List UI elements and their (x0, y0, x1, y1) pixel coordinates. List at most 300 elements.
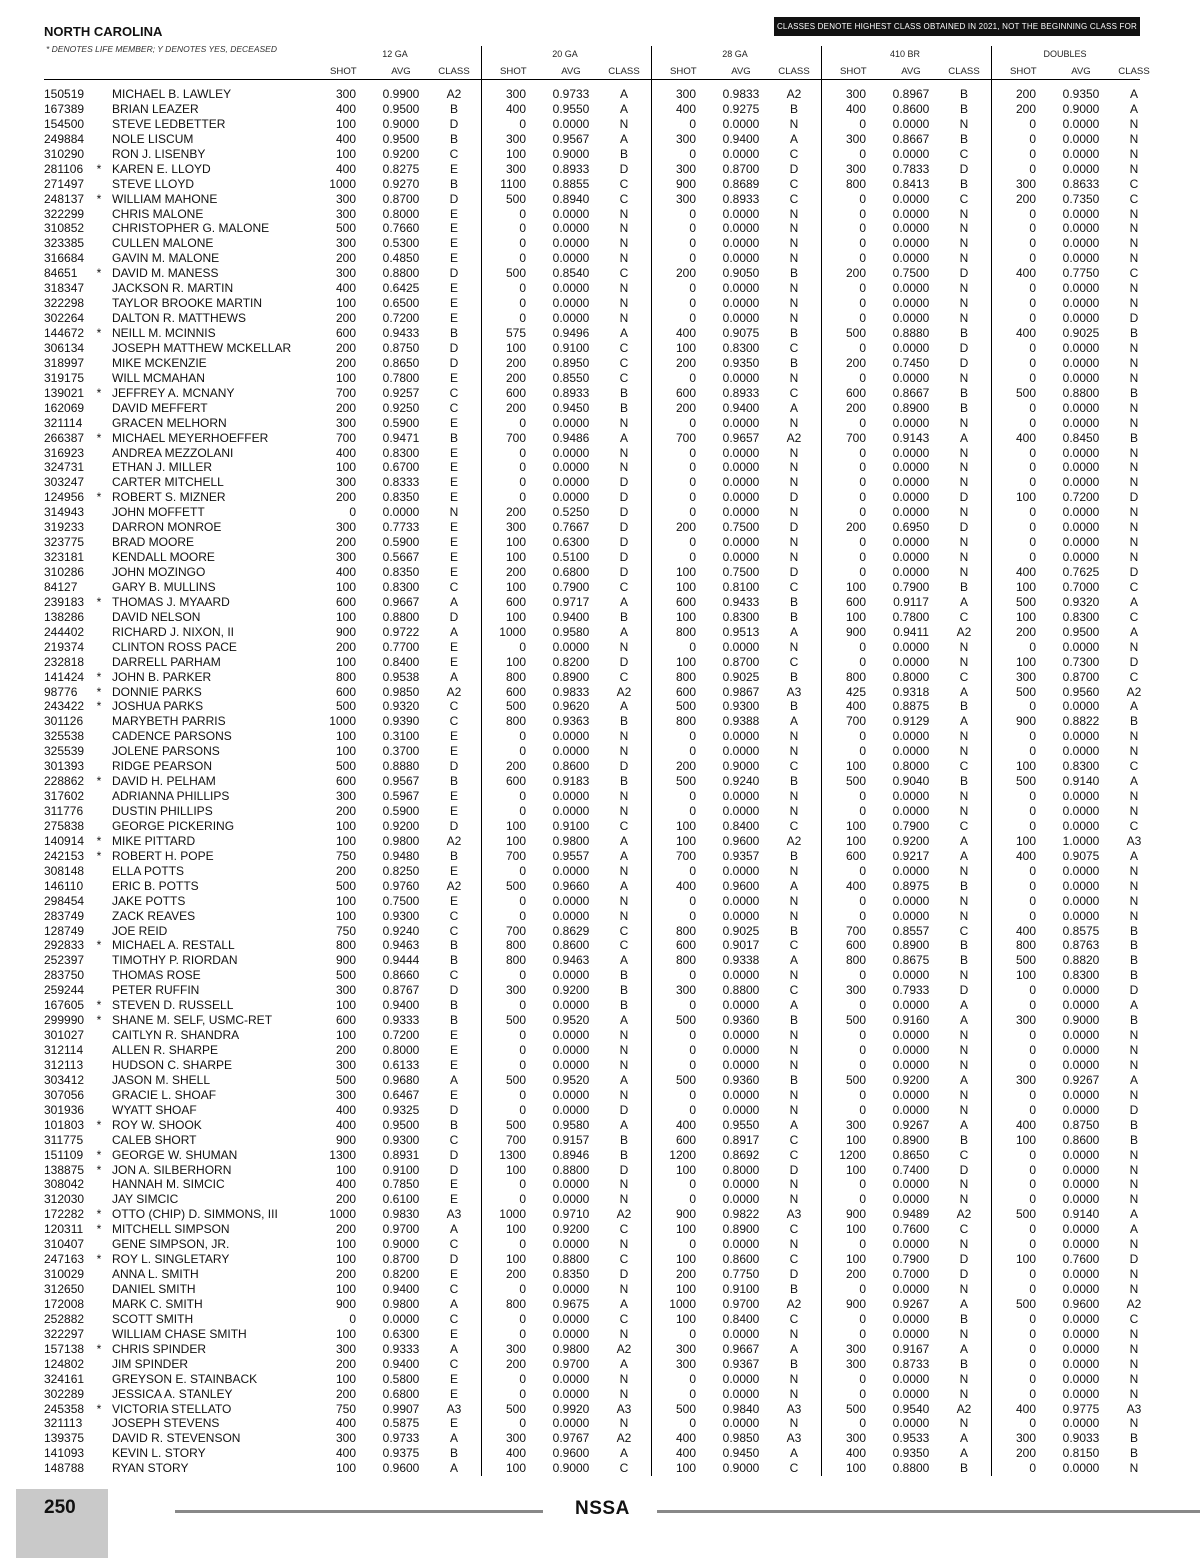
28ga-avg: 0.0000 (722, 460, 760, 475)
28ga-shot: 0 (689, 968, 696, 983)
doubles-shot: 0 (1029, 818, 1036, 833)
doubles-class: N (1129, 1192, 1139, 1207)
20ga-shot: 1300 (499, 1147, 526, 1162)
28ga-avg: 0.8900 (722, 1222, 760, 1237)
28ga-avg: 0.8400 (722, 818, 760, 833)
410br-avg: 0.0000 (892, 744, 930, 759)
table-row (0, 685, 1200, 700)
28ga-class: B (789, 699, 798, 714)
12ga-shot: 400 (335, 161, 356, 176)
12ga-shot: 400 (335, 1102, 356, 1117)
member-id: 321114 (44, 415, 83, 430)
table-row (0, 281, 1200, 296)
28ga-avg: 0.0000 (722, 804, 760, 818)
member-name: JESSICA A. STANLEY (112, 1386, 233, 1401)
410br-avg: 0.9217 (892, 848, 930, 863)
page-number: 250 (44, 1497, 76, 1518)
doubles-avg: 0.8575 (1062, 923, 1100, 938)
20ga-class: B (619, 774, 628, 789)
28ga-class: B (789, 848, 798, 863)
table-row (0, 655, 1200, 670)
28ga-avg: 0.0000 (722, 1192, 760, 1207)
member-name: KAREN E. LLOYD (112, 161, 211, 176)
12ga-shot: 400 (335, 131, 356, 146)
legend-note: * DENOTES LIFE MEMBER; Y DENOTES YES, DECEASED (46, 44, 277, 54)
20ga-shot: 0 (519, 1028, 526, 1043)
28ga-shot: 0 (689, 370, 696, 385)
12ga-shot: 100 (335, 1028, 356, 1043)
life-member-mark: * (96, 385, 102, 400)
28ga-class: N (789, 206, 799, 221)
life-member-mark: * (96, 1252, 102, 1267)
410br-class: N (959, 1057, 969, 1072)
28ga-avg: 0.0000 (722, 1386, 760, 1401)
28ga-class: N (789, 789, 799, 804)
member-id: 124802 (44, 1356, 85, 1371)
doubles-avg: 0.0000 (1062, 1087, 1100, 1102)
member-name: RON J. LISENBY (112, 146, 206, 161)
12ga-class: A2 (446, 87, 462, 101)
12ga-class: B (449, 998, 458, 1013)
20ga-class: C (619, 938, 629, 953)
doubles-class: A3 (1126, 833, 1142, 848)
410br-shot: 0 (859, 654, 866, 669)
20ga-class: B (619, 1147, 628, 1162)
410br-shot: 0 (859, 445, 866, 460)
table-row (0, 117, 1200, 132)
410br-shot: 0 (859, 535, 866, 550)
12ga-shot: 200 (335, 804, 356, 818)
410br-shot: 200 (845, 400, 866, 415)
20ga-avg: 0.8933 (552, 385, 590, 400)
410br-shot: 0 (859, 505, 866, 520)
20ga-shot: 0 (519, 281, 526, 296)
12ga-class: E (449, 490, 458, 505)
member-name: CLINTON ROSS PACE (112, 639, 237, 654)
12ga-class: N (449, 505, 459, 520)
410br-class: D (959, 983, 969, 998)
12ga-avg: 0.9320 (382, 699, 420, 714)
410br-avg: 0.0000 (892, 639, 930, 654)
doubles-shot: 500 (1015, 684, 1036, 699)
410br-avg: 0.0000 (892, 251, 930, 266)
28ga-shot: 800 (675, 953, 696, 968)
member-id: 311776 (44, 804, 84, 818)
class-banner: CLASSES DENOTE HIGHEST CLASS OBTAINED IN 2021, NOT THE BEGINNING CLASS FOR 2022. (774, 17, 1140, 36)
member-id: 324161 (44, 1371, 85, 1386)
28ga-class: N (789, 236, 799, 251)
12ga-class: D (449, 1252, 459, 1267)
20ga-shot: 100 (505, 818, 526, 833)
doubles-avg: 0.0000 (1062, 1416, 1100, 1431)
410br-shot: 0 (859, 1087, 866, 1102)
doubles-shot: 0 (1029, 116, 1036, 131)
28ga-class: A2 (786, 430, 802, 445)
20ga-class: A (619, 624, 628, 639)
20ga-avg: 0.5250 (552, 505, 590, 520)
table-row (0, 371, 1200, 386)
410br-avg: 0.9160 (892, 1013, 930, 1028)
12ga-shot: 400 (335, 281, 356, 296)
subheader-avg: AVG (731, 66, 751, 77)
doubles-class: C (1129, 759, 1139, 774)
20ga-shot: 0 (519, 744, 526, 759)
doubles-avg: 0.7350 (1062, 191, 1100, 206)
28ga-shot: 800 (675, 624, 696, 639)
28ga-class: C (789, 176, 799, 191)
table-row (0, 475, 1200, 490)
12ga-avg: 0.9733 (382, 1431, 420, 1446)
member-name: THOMAS J. MYAARD (112, 594, 230, 609)
20ga-shot: 800 (505, 669, 526, 684)
group-header-12ga: 12 GA (382, 49, 408, 59)
doubles-shot: 0 (1029, 206, 1036, 221)
20ga-class: N (619, 116, 629, 131)
20ga-class: N (619, 1087, 629, 1102)
20ga-class: N (619, 221, 629, 236)
12ga-class: C (449, 146, 459, 161)
member-name: GEORGE PICKERING (112, 818, 235, 833)
member-name: CHRIS SPINDER (112, 1341, 207, 1356)
member-id: 306134 (44, 340, 85, 355)
life-member-mark: * (96, 1222, 102, 1237)
table-row (0, 1327, 1200, 1342)
12ga-shot: 100 (335, 296, 356, 311)
28ga-shot: 700 (675, 430, 696, 445)
doubles-shot: 0 (1029, 1222, 1036, 1237)
28ga-avg: 0.0000 (722, 415, 760, 430)
28ga-shot: 500 (675, 1072, 696, 1087)
20ga-class: N (619, 1282, 629, 1296)
28ga-avg: 0.0000 (722, 1057, 760, 1072)
28ga-avg: 0.0000 (722, 116, 760, 131)
table-row (0, 535, 1200, 550)
member-name: TAYLOR BROOKE MARTIN (112, 296, 263, 311)
doubles-shot: 200 (1015, 624, 1036, 639)
410br-class: B (959, 326, 968, 340)
12ga-class: E (449, 1371, 458, 1386)
table-row (0, 729, 1200, 744)
member-name: ZACK REAVES (112, 908, 196, 923)
12ga-shot: 400 (335, 1416, 356, 1431)
410br-shot: 0 (859, 893, 866, 908)
member-id: 302289 (44, 1386, 85, 1401)
member-name: NEILL M. MCINNIS (112, 326, 216, 340)
12ga-avg: 0.9100 (382, 1162, 420, 1177)
410br-shot: 200 (845, 355, 866, 370)
12ga-class: E (449, 1087, 458, 1102)
28ga-class: N (789, 968, 799, 983)
410br-class: A2 (956, 1401, 972, 1416)
12ga-shot: 600 (335, 1013, 356, 1028)
28ga-shot: 0 (689, 475, 696, 490)
20ga-shot: 800 (505, 953, 526, 968)
12ga-avg: 0.8000 (382, 206, 420, 221)
20ga-avg: 0.9733 (552, 87, 590, 101)
table-row (0, 460, 1200, 475)
doubles-class: N (1129, 131, 1139, 146)
doubles-shot: 0 (1029, 1267, 1036, 1282)
12ga-class: C (449, 1311, 459, 1326)
410br-avg: 0.9350 (892, 1446, 930, 1461)
20ga-class: B (619, 998, 628, 1013)
table-row (0, 1416, 1200, 1431)
member-name: BRIAN LEAZER (112, 101, 199, 116)
410br-shot: 600 (845, 938, 866, 953)
20ga-avg: 0.9496 (552, 326, 590, 340)
28ga-class: N (789, 296, 799, 311)
table-row (0, 924, 1200, 939)
28ga-class: A2 (786, 833, 802, 848)
410br-shot: 300 (845, 1341, 866, 1356)
410br-avg: 0.0000 (892, 729, 930, 744)
doubles-avg: 0.0000 (1062, 744, 1100, 759)
20ga-avg: 0.9567 (552, 131, 590, 146)
28ga-class: N (789, 804, 799, 818)
member-name: CHRIS MALONE (112, 206, 204, 221)
12ga-class: E (449, 311, 458, 326)
12ga-class: B (449, 1446, 458, 1461)
doubles-avg: 0.0000 (1062, 1371, 1100, 1386)
member-id: 301936 (44, 1102, 85, 1117)
20ga-avg: 0.9183 (552, 774, 590, 789)
12ga-class: D (449, 1102, 459, 1117)
12ga-shot: 200 (335, 1267, 356, 1282)
12ga-class: E (449, 296, 458, 311)
410br-class: N (959, 1028, 969, 1043)
member-name: JON A. SILBERHORN (112, 1162, 232, 1177)
20ga-shot: 0 (519, 1237, 526, 1252)
28ga-avg: 0.9667 (722, 1341, 760, 1356)
20ga-shot: 575 (505, 326, 526, 340)
28ga-class: N (789, 281, 799, 296)
28ga-avg: 0.0000 (722, 550, 760, 565)
doubles-avg: 0.0000 (1062, 1356, 1100, 1371)
doubles-class: D (1129, 565, 1139, 579)
20ga-shot: 100 (505, 1222, 526, 1237)
12ga-shot: 500 (335, 699, 356, 714)
doubles-class: N (1129, 908, 1139, 923)
12ga-class: C (449, 385, 459, 400)
member-name: CAITLYN R. SHANDRA (112, 1028, 240, 1043)
doubles-shot: 0 (1029, 1028, 1036, 1043)
12ga-shot: 100 (335, 744, 356, 759)
410br-shot: 100 (845, 1252, 866, 1267)
doubles-shot: 0 (1029, 1043, 1036, 1057)
12ga-class: A (449, 1431, 458, 1446)
410br-avg: 0.8875 (892, 699, 930, 714)
12ga-avg: 0.9390 (382, 714, 420, 729)
doubles-avg: 0.0000 (1062, 281, 1100, 296)
12ga-shot: 1300 (329, 1147, 356, 1162)
subheader-shot: SHOT (500, 66, 527, 77)
doubles-avg: 0.9500 (1062, 624, 1100, 639)
410br-class: N (959, 1237, 969, 1252)
doubles-class: B (1129, 1132, 1138, 1147)
doubles-avg: 0.0000 (1062, 639, 1100, 654)
28ga-avg: 0.7750 (722, 1267, 760, 1282)
20ga-avg: 0.0000 (552, 1192, 590, 1207)
28ga-class: B (789, 669, 798, 684)
12ga-shot: 300 (335, 1087, 356, 1102)
12ga-shot: 100 (335, 460, 356, 475)
12ga-avg: 0.9722 (382, 624, 420, 639)
12ga-shot: 750 (335, 923, 356, 938)
28ga-class: C (789, 385, 799, 400)
table-row (0, 221, 1200, 236)
doubles-shot: 0 (1029, 699, 1036, 714)
table-row (0, 1237, 1200, 1252)
member-id: 292833 (44, 938, 85, 953)
28ga-class: B (789, 1356, 798, 1371)
doubles-avg: 0.8150 (1062, 1446, 1100, 1461)
doubles-class: N (1129, 460, 1139, 475)
28ga-class: D (789, 490, 799, 505)
12ga-class: A (449, 624, 458, 639)
doubles-avg: 0.0000 (1062, 1102, 1100, 1117)
20ga-avg: 0.0000 (552, 1386, 590, 1401)
20ga-shot: 0 (519, 893, 526, 908)
28ga-class: B (789, 1013, 798, 1028)
12ga-shot: 900 (335, 1132, 356, 1147)
410br-shot: 0 (859, 415, 866, 430)
410br-avg: 0.7933 (892, 983, 930, 998)
member-id: 124956 (44, 490, 85, 505)
doubles-class: N (1129, 206, 1139, 221)
20ga-shot: 0 (519, 460, 526, 475)
20ga-shot: 0 (519, 998, 526, 1013)
20ga-avg: 0.0000 (552, 206, 590, 221)
12ga-class: E (449, 789, 458, 804)
28ga-shot: 100 (675, 609, 696, 624)
20ga-class: N (619, 281, 629, 296)
member-name: BRAD MOORE (112, 535, 195, 550)
doubles-class: C (1129, 191, 1139, 206)
28ga-avg: 0.9400 (722, 400, 760, 415)
doubles-avg: 0.0000 (1062, 1147, 1100, 1162)
28ga-class: A (789, 1446, 798, 1461)
life-member-mark: * (96, 1207, 102, 1222)
410br-class: N (959, 804, 969, 818)
410br-shot: 200 (845, 1267, 866, 1282)
table-row (0, 879, 1200, 894)
410br-class: A (959, 1341, 968, 1356)
doubles-avg: 0.0000 (1062, 415, 1100, 430)
28ga-avg: 0.9822 (722, 1207, 760, 1222)
12ga-avg: 0.9325 (382, 1102, 420, 1117)
28ga-class: N (789, 370, 799, 385)
410br-avg: 0.9143 (892, 430, 930, 445)
12ga-shot: 750 (335, 848, 356, 863)
20ga-avg: 0.9800 (552, 833, 590, 848)
table-row (0, 102, 1200, 117)
member-id: 302264 (44, 311, 85, 326)
doubles-avg: 0.0000 (1062, 729, 1100, 744)
member-id: 324731 (44, 460, 85, 475)
28ga-avg: 0.9360 (722, 1072, 760, 1087)
doubles-class: B (1129, 1431, 1138, 1446)
doubles-class: N (1129, 1267, 1139, 1282)
doubles-class: A3 (1126, 1401, 1142, 1416)
doubles-avg: 0.0000 (1062, 505, 1100, 520)
410br-shot: 100 (845, 1132, 866, 1147)
member-id: 323181 (44, 550, 85, 565)
20ga-avg: 0.8800 (552, 1252, 590, 1267)
28ga-class: A (789, 998, 798, 1013)
28ga-shot: 200 (675, 759, 696, 774)
doubles-avg: 0.8822 (1062, 714, 1100, 729)
28ga-class: B (789, 355, 798, 370)
doubles-avg: 0.9140 (1062, 1207, 1100, 1222)
28ga-avg: 0.0000 (722, 370, 760, 385)
member-id: 154500 (44, 116, 85, 131)
28ga-shot: 100 (675, 1222, 696, 1237)
28ga-shot: 0 (689, 445, 696, 460)
doubles-avg: 0.9560 (1062, 684, 1100, 699)
12ga-avg: 0.9500 (382, 101, 420, 116)
28ga-avg: 0.8300 (722, 340, 760, 355)
doubles-shot: 100 (1015, 833, 1036, 848)
12ga-class: D (449, 1162, 459, 1177)
28ga-shot: 800 (675, 714, 696, 729)
12ga-avg: 0.8931 (382, 1147, 420, 1162)
member-id: 84651 (44, 266, 78, 281)
doubles-avg: 0.8600 (1062, 1132, 1100, 1147)
20ga-avg: 0.0000 (552, 445, 590, 460)
12ga-avg: 0.7850 (382, 1177, 420, 1192)
member-id: 228862 (44, 774, 85, 789)
member-id: 172008 (44, 1296, 85, 1311)
410br-shot: 900 (845, 624, 866, 639)
doubles-shot: 400 (1015, 848, 1036, 863)
doubles-class: N (1129, 161, 1139, 176)
doubles-class: N (1129, 1028, 1139, 1043)
12ga-avg: 0.9200 (382, 146, 420, 161)
member-id: 318997 (44, 355, 85, 370)
member-name: WILLIAM CHASE SMITH (112, 1326, 247, 1341)
20ga-avg: 0.9200 (552, 983, 590, 998)
12ga-avg: 0.8400 (382, 654, 420, 669)
doubles-shot: 0 (1029, 1282, 1036, 1296)
28ga-avg: 0.0000 (722, 744, 760, 759)
doubles-shot: 500 (1015, 1296, 1036, 1311)
20ga-avg: 0.0000 (552, 1028, 590, 1043)
12ga-class: A (449, 1341, 458, 1356)
doubles-shot: 0 (1029, 355, 1036, 370)
member-id: 321113 (44, 1416, 83, 1431)
410br-shot: 0 (859, 744, 866, 759)
20ga-class: N (619, 1192, 629, 1207)
doubles-shot: 0 (1029, 1087, 1036, 1102)
member-id: 323385 (44, 236, 85, 251)
28ga-avg: 0.9360 (722, 1013, 760, 1028)
410br-avg: 0.0000 (892, 535, 930, 550)
doubles-avg: 0.7625 (1062, 565, 1100, 579)
28ga-class: C (789, 759, 799, 774)
410br-class: D (959, 490, 969, 505)
20ga-avg: 0.0000 (552, 1416, 590, 1431)
doubles-avg: 0.8700 (1062, 669, 1100, 684)
doubles-class: C (1129, 1311, 1139, 1326)
28ga-class: D (789, 520, 799, 535)
12ga-class: E (449, 535, 458, 550)
20ga-shot: 100 (505, 579, 526, 594)
410br-shot: 200 (845, 266, 866, 281)
28ga-shot: 300 (675, 161, 696, 176)
doubles-class: N (1129, 1341, 1139, 1356)
410br-shot: 700 (845, 714, 866, 729)
410br-avg: 0.0000 (892, 654, 930, 669)
